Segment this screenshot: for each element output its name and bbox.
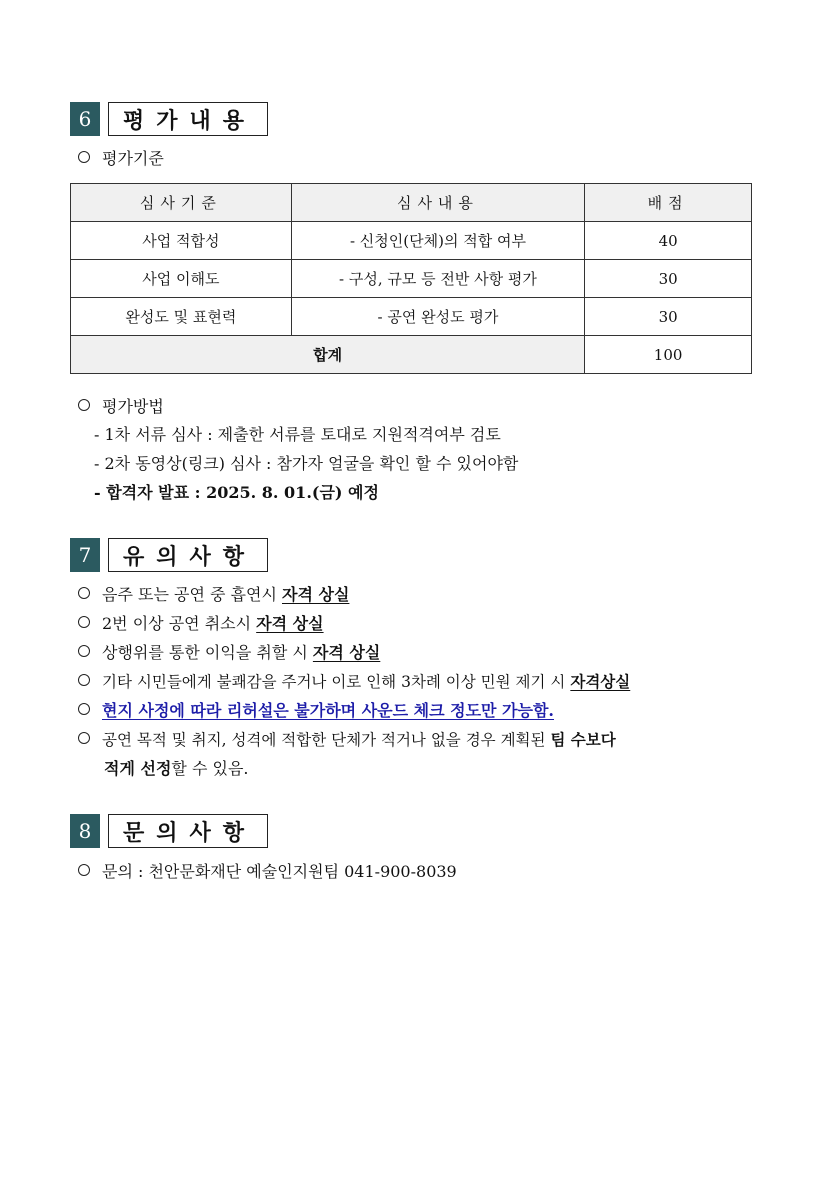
criterion-cell: 사업 이해도 bbox=[71, 260, 292, 298]
contact-line: 문의 : 천안문화재단 예술인지원팀 041-900-8039 bbox=[78, 861, 457, 883]
total-score: 100 bbox=[585, 336, 752, 374]
notice-item: 음주 또는 공연 중 흡연시 자격 상실 bbox=[78, 584, 349, 606]
evaluation-table bbox=[70, 183, 752, 374]
method-item: - 2차 동영상(링크) 심사 : 참가자 얼굴을 확인 할 수 있어야함 bbox=[94, 454, 519, 473]
circle-bullet-icon bbox=[78, 587, 90, 599]
notice-item-selection-cont: 적게 선정할 수 있음. bbox=[104, 759, 249, 778]
notice-item-rehearsal: 현지 사정에 따라 리허설은 불가하며 사운드 체크 정도만 가능함. bbox=[78, 700, 554, 722]
circle-bullet-icon bbox=[78, 151, 90, 163]
score-cell: 40 bbox=[585, 222, 752, 260]
notice-item: 기타 시민들에게 불쾌감을 주거나 이로 인해 3차례 이상 민원 제기 시 자격상실 bbox=[78, 671, 630, 693]
section-number: 8 bbox=[70, 814, 100, 848]
method-heading: 평가방법 bbox=[78, 396, 164, 418]
notice-item-selection: 공연 목적 및 취지, 성격에 적합한 단체가 적거나 없을 경우 계획된 팀 수보다 bbox=[78, 729, 616, 751]
notice-item: 상행위를 통한 이익을 취할 시 자격 상실 bbox=[78, 642, 380, 664]
method-item-announcement: - 합격자 발표 : 2025. 8. 01.(금) 예정 bbox=[94, 483, 379, 502]
table-row bbox=[71, 298, 752, 336]
column-header: 배점 bbox=[585, 184, 752, 222]
total-label: 합계 bbox=[71, 336, 585, 374]
table-header-row bbox=[71, 184, 752, 222]
circle-bullet-icon bbox=[78, 732, 90, 744]
section-number: 6 bbox=[70, 102, 100, 136]
score-cell: 30 bbox=[585, 260, 752, 298]
table-row bbox=[71, 260, 752, 298]
score-cell: 30 bbox=[585, 298, 752, 336]
circle-bullet-icon bbox=[78, 645, 90, 657]
circle-bullet-icon bbox=[78, 674, 90, 686]
section-8-header bbox=[70, 814, 268, 848]
criterion-cell: 사업 적합성 bbox=[71, 222, 292, 260]
circle-bullet-icon bbox=[78, 703, 90, 715]
table-total-row bbox=[71, 336, 752, 374]
circle-bullet-icon bbox=[78, 864, 90, 876]
method-item: - 1차 서류 심사 : 제출한 서류를 토대로 지원적격여부 검토 bbox=[94, 425, 501, 444]
content-cell: - 신청인(단체)의 적합 여부 bbox=[291, 222, 585, 260]
section-title: 유의사항 bbox=[108, 538, 268, 572]
circle-bullet-icon bbox=[78, 616, 90, 628]
section-number: 7 bbox=[70, 538, 100, 572]
table-row bbox=[71, 222, 752, 260]
section-7-header bbox=[70, 538, 268, 572]
content-cell: - 공연 완성도 평가 bbox=[291, 298, 585, 336]
column-header: 심사기준 bbox=[71, 184, 292, 222]
section-6-header bbox=[70, 102, 268, 136]
column-header: 심사내용 bbox=[291, 184, 585, 222]
notice-item: 2번 이상 공연 취소시 자격 상실 bbox=[78, 613, 324, 635]
criteria-heading: 평가기준 bbox=[78, 148, 164, 170]
section-title: 문의사항 bbox=[108, 814, 268, 848]
content-cell: - 구성, 규모 등 전반 사항 평가 bbox=[291, 260, 585, 298]
circle-bullet-icon bbox=[78, 399, 90, 411]
criterion-cell: 완성도 및 표현력 bbox=[71, 298, 292, 336]
section-title: 평가내용 bbox=[108, 102, 268, 136]
